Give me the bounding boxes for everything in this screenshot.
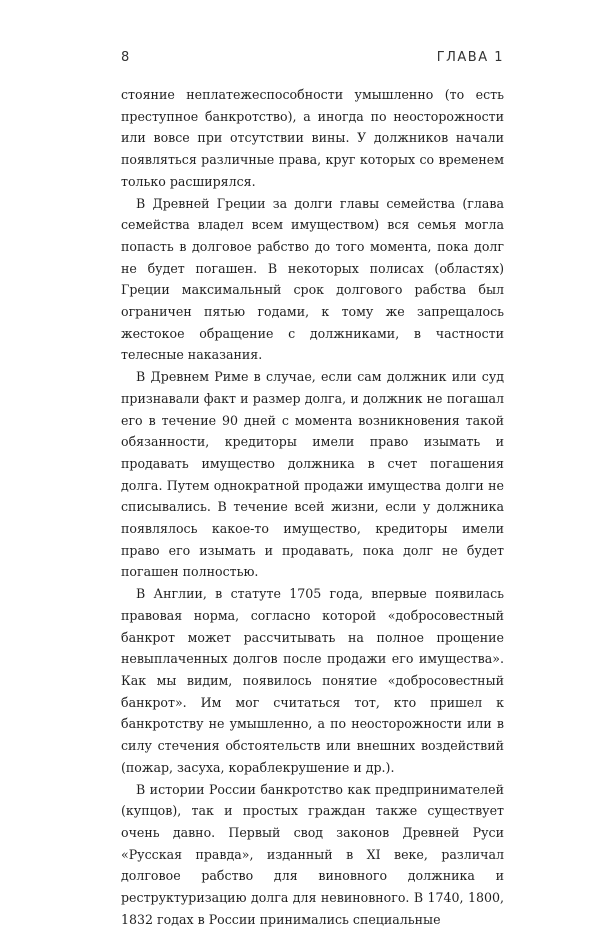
paragraph-england: В Англии, в статуте 1705 года, впервые появилась правовая норма, согласно которой «добросовестный банкрот может рассчитывать на полное прощение невыплаченных долгов после продажи его имущества». Как мы видим, появилось понятие «добросовестный банкрот». Им мог считаться тот, кто пришел к банкротству не умышленно, а по неосторожности или в силу стечения обстоятельств или внешних воздействий (пожар, засуха, кораблекрушение и др.). xyxy=(121,583,504,778)
chapter-title: ГЛАВА 1 xyxy=(437,50,504,65)
body-text xyxy=(121,84,504,930)
paragraph-ancient-rome: В Древнем Риме в случае, если сам должник или суд признавали факт и размер долга, и должник не погашал его в течение 90 дней с момента возникновения такой обязанности, кредиторы имели право изымать и продавать имущество должника в счет погашения долга. Путем однократной продажи имущества долги не списывались. В течение всей жизни, если у должника появлялось какое-то имущество, кредиторы имели право его изымать и продавать, пока долг не будет погашен полностью. xyxy=(121,366,504,583)
running-head xyxy=(121,50,504,70)
paragraph-continued: стояние неплатежеспособности умышленно (то есть преступное банкротство), а иногда по неосторожности или вовсе при отсутствии вины. У должников начали появляться различные права, круг которых со временем только расширялся. xyxy=(121,84,504,193)
page-number: 8 xyxy=(121,50,131,65)
paragraph-ancient-greece: В Древней Греции за долги главы семейства (глава семейства владел всем имуществом) вся семья могла попасть в долговое рабство до того момента, пока долг не будет погашен. В некоторых полисах (областях) Греции максимальный срок долгового рабства был ограничен пятью годами, к тому же запрещалось жестокое обращение с должниками, в частности телесные наказания. xyxy=(121,193,504,367)
paragraph-russia: В истории России банкротство как предпринимателей (купцов), так и простых граждан также существует очень давно. Первый свод законов Древней Руси «Русская правда», изданный в XI веке, различал долговое рабство для виновного должника и реструктуризацию долга для невиновного. В 1740, 1800, 1832 годах в России принимались специальные xyxy=(121,779,504,930)
